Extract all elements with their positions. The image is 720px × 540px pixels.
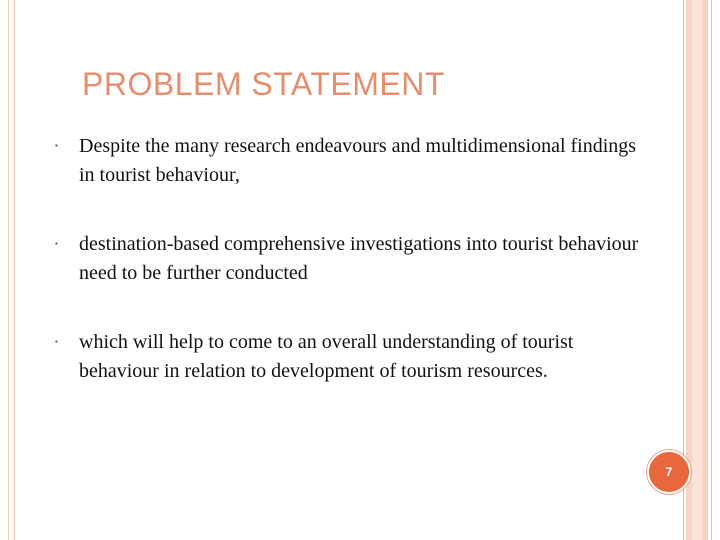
bullet-item: [46, 328, 646, 386]
bullet-icon: ▪: [55, 239, 58, 248]
bullet-text: which will help to come to an overall understanding of tourist behaviour in relation to development of tourism resources.: [79, 331, 574, 382]
bullet-icon: ▪: [55, 337, 58, 346]
bullet-item: [46, 132, 646, 190]
left-border-line: [8, 0, 9, 540]
right-accent-band-inner: [692, 0, 702, 540]
left-border-line-inner: [14, 0, 15, 540]
slide-title: PROBLEM STATEMENT: [82, 66, 445, 102]
bullet-item: [46, 230, 646, 288]
right-border-line-outer: [711, 0, 712, 540]
page-number-badge: 7: [647, 450, 691, 494]
bullet-text: Despite the many research endeavours and multidimensional findings in tourist behaviour,: [79, 135, 637, 186]
bullet-text: destination-based comprehensive investigations into tourist behaviour need to be further conducted: [79, 233, 639, 284]
bullet-icon: ▪: [55, 141, 58, 150]
